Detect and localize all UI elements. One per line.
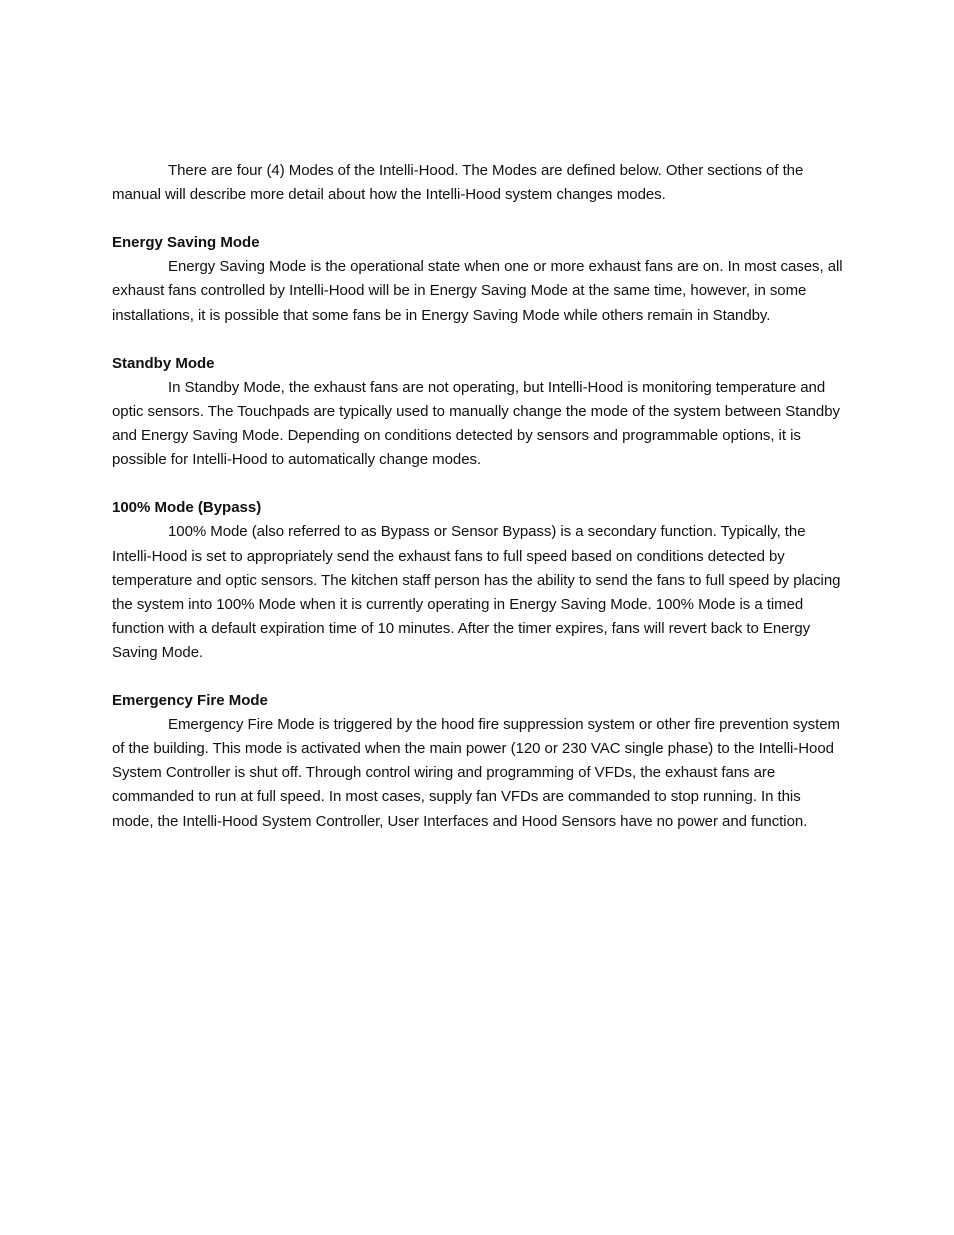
- section-heading-energy-saving-mode: Energy Saving Mode: [112, 234, 260, 252]
- section-heading-standby-mode: Standby Mode: [112, 354, 215, 372]
- section-heading-100-mode: 100% Mode (Bypass): [112, 499, 262, 517]
- spacer: [112, 207, 844, 231]
- section-body-standby-mode: In Standby Mode, the exhaust fans are not operating, but Intelli-Hood is monitoring temperature and optic sensors. The Touchpads are typically used to manually change the mode of the system between Standby and Energy Saving Mode. Depending on conditions detected by sensors and programmable options, it is possible for Intelli-Hood to automatically change modes.: [112, 378, 840, 469]
- spacer: [112, 328, 844, 352]
- section-body-100-mode: 100% Mode (also referred to as Bypass or Sensor Bypass) is a secondary function. Typically, the Intelli-Hood is set to appropriately send the exhaust fans to full speed based on conditions detected by temperature and optic sensors. The kitchen staff person has the ability to send the fans to full speed by placing the system into 100% Mode when it is currently operating in Energy Saving Mode. 100% Mode is a timed function with a default expiration time of 10 minutes. After the timer expires, fans will revert back to Energy Saving Mode.: [112, 523, 841, 661]
- section-body-emergency-fire-mode: Emergency Fire Mode is triggered by the hood fire suppression system or other fire prevention system of the building. This mode is activated when the main power (120 or 230 VAC single phase) to the Intelli-Hood System Controller is shut off. Through control wiring and programming of VFDs, the exhaust fans are commanded to run at full speed. In most cases, supply fan VFDs are commanded to stop running. In this mode, the Intelli-Hood System Controller, User Interfaces and Hood Sensors have no power and function.: [112, 716, 840, 830]
- intro-paragraph: There are four (4) Modes of the Intelli-Hood. The Modes are defined below. Other sections of the manual will describe more detail about how the Intelli-Hood system changes modes.: [112, 162, 804, 204]
- spacer: [112, 665, 844, 689]
- section-heading-emergency-fire-mode: Emergency Fire Mode: [112, 692, 268, 710]
- spacer: [112, 472, 844, 496]
- document-page: [112, 159, 844, 834]
- section-body-energy-saving-mode: Energy Saving Mode is the operational state when one or more exhaust fans are on. In most cases, all exhaust fans controlled by Intelli-Hood will be in Energy Saving Mode at the same time, however, in some installations, it is possible that some fans be in Energy Saving Mode while others remain in Standby.: [112, 258, 843, 324]
